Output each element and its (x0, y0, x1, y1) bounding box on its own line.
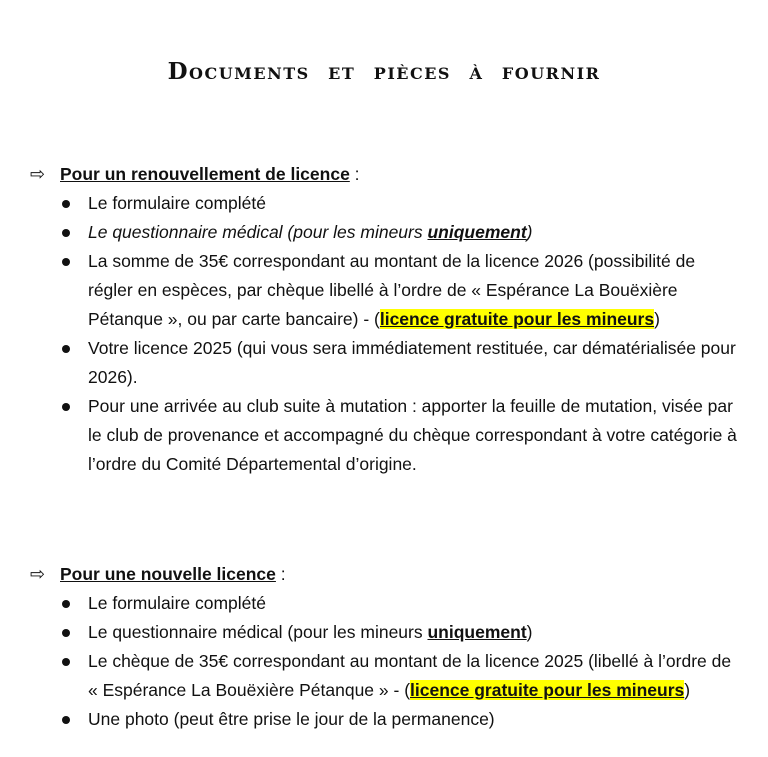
page-title: Documents et pièces à fournir (167, 58, 601, 85)
list-item (30, 647, 750, 705)
bullet-icon (62, 258, 70, 266)
bullet-icon (62, 658, 70, 666)
list-item (30, 218, 750, 247)
item-text: Pour une arrivée au club suite à mutation : apporter la feuille de mutation, visée par le club de provenance et accompagné du chèque correspondant à votre catégorie à l’ordre du Comité Départemental d’origine. (88, 396, 737, 474)
bullet-icon (62, 200, 70, 208)
renewal-heading (30, 160, 750, 189)
renewal-section (30, 160, 750, 479)
item-text: La somme de 35€ correspondant au montant de la licence 2026 (possibilité de régler en espèces, par chèque libellé à l’ordre de « Espérance La Bouëxière Pétanque », ou par carte bancaire) - ( (88, 251, 696, 329)
new-license-section (30, 560, 750, 734)
item-text: Le questionnaire médical (pour les mineurs (88, 622, 428, 642)
item-text-end: ) (526, 222, 533, 242)
bullet-icon (62, 345, 70, 353)
item-text: Une photo (peut être prise le jour de la permanence) (88, 709, 495, 729)
free-license-highlight: licence gratuite pour les mineurs (379, 309, 655, 329)
item-text-end: ) (526, 622, 533, 642)
bullet-icon (62, 716, 70, 724)
item-text: Le formulaire complété (88, 193, 266, 213)
list-item (30, 392, 750, 479)
list-item (30, 589, 750, 618)
renewal-list (30, 189, 750, 479)
bullet-icon (62, 229, 70, 237)
renewal-heading-colon: : (349, 164, 360, 184)
new-license-list (30, 589, 750, 734)
bullet-icon (62, 600, 70, 608)
free-license-highlight: licence gratuite pour les mineurs (410, 680, 685, 700)
new-license-heading (30, 560, 750, 589)
list-item (30, 247, 750, 334)
new-license-heading-label: Pour une nouvelle licence (60, 564, 276, 584)
right-arrow-outline-icon: ⇨ (30, 164, 46, 184)
uniquement-emphasis: uniquement (427, 222, 527, 242)
item-text-end: ) (654, 309, 660, 329)
uniquement-emphasis: uniquement (427, 622, 527, 642)
item-text: Le questionnaire médical (pour les mineurs (88, 222, 428, 242)
list-item (30, 705, 750, 734)
bullet-icon (62, 629, 70, 637)
item-text: Le formulaire complété (88, 593, 266, 613)
renewal-heading-label: Pour un renouvellement de licence (60, 164, 350, 184)
item-text: Le chèque de 35€ correspondant au montant de la licence 2025 (libellé à l’ordre de « Espérance La Bouëxière Pétanque » - ( (88, 651, 732, 700)
right-arrow-outline-icon: ⇨ (30, 564, 46, 584)
new-license-heading-colon: : (275, 564, 286, 584)
item-text-end: ) (684, 680, 691, 700)
list-item (30, 334, 750, 392)
bullet-icon (62, 403, 70, 411)
list-item (30, 189, 750, 218)
item-text: Votre licence 2025 (qui vous sera immédiatement restituée, car dématérialisée pour 2026). (88, 338, 736, 387)
list-item (30, 618, 750, 647)
